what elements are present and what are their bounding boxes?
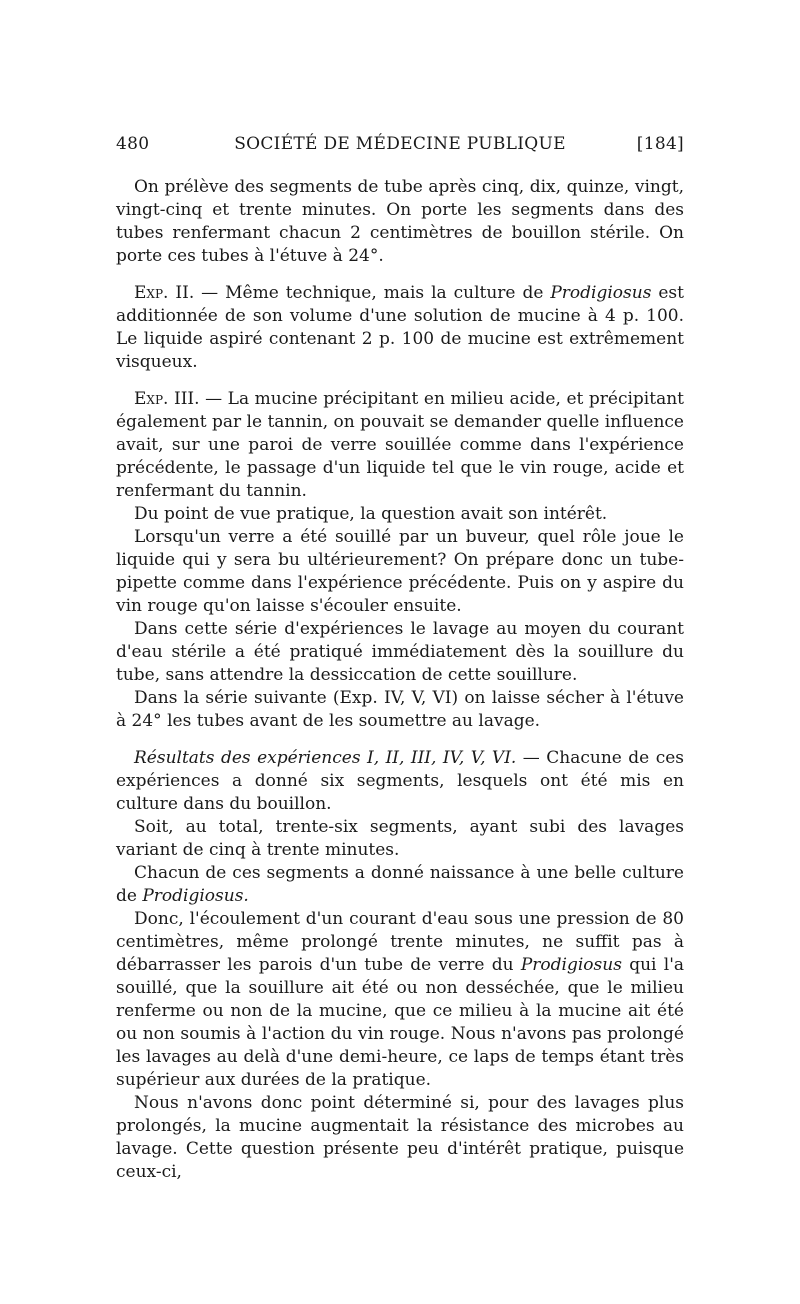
paragraph-exp-3: Exp. III. — La mucine précipitant en milieu acide, et précipitant également par le tannin, on pouvait se demander quelle influence avait, sur une paroi de verre souillée comme dans l'expérience précédente, le passage d'un liquide tel que le vin rouge, acide et renfermant du tannin. — [116, 389, 684, 501]
running-header — [116, 134, 684, 164]
running-title: SOCIÉTÉ DE MÉDECINE PUBLIQUE — [234, 134, 566, 154]
paragraph-4: Du point de vue pratique, la question avait son intérêt. — [134, 504, 608, 524]
paragraph-10: Chacun de ces segments a donné naissance à une belle culture de Prodigiosus. — [116, 863, 684, 906]
results-heading: Résultats des expériences I, II, III, IV, V, VI. — [134, 748, 517, 768]
paragraph-results: Résultats des expériences I, II, III, IV, V, VI. — Chacune de ces expériences a donné six segments, lesquels ont été mis en culture dans du bouillon. — [116, 748, 684, 814]
section-reference: [184] — [636, 134, 684, 154]
paragraph-exp-2: Exp. II. — Même technique, mais la culture de Prodigiosus est additionnée de son volume d'une solution de mucine à 4 p. 100. Le liquide aspiré contenant 2 p. 100 de mucine est extrêmement visqueux. — [116, 283, 684, 372]
body-text — [116, 176, 684, 1184]
paragraph-12: Nous n'avons donc point déterminé si, pour des lavages plus prolongés, la mucine augmentait la résistance des microbes au lavage. Cette question présente peu d'intérêt pratique, puisque ceux-ci, — [116, 1093, 684, 1182]
paragraph-6: Dans cette série d'expériences le lavage au moyen du courant d'eau stérile a été pratiqué immédiatement dès la souillure du tube, sans attendre la dessiccation de cette souillure. — [116, 619, 684, 685]
experiment-label: Exp. III. — [134, 389, 200, 409]
book-page — [116, 134, 684, 1184]
paragraph-9: Soit, au total, trente-six segments, ayant subi des lavages variant de cinq à trente minutes. — [116, 817, 684, 860]
paragraph-5: Lorsqu'un verre a été souillé par un buveur, quel rôle joue le liquide qui y sera bu ultérieurement? On prépare donc un tube-pipette comme dans l'expérience précédente. Puis on y aspire du vin rouge qu'on laisse s'écouler ensuite. — [116, 527, 684, 616]
experiment-label: Exp. II. — [134, 283, 195, 303]
paragraph-1: On prélève des segments de tube après cinq, dix, quinze, vingt, vingt-cinq et trente minutes. On porte les segments dans des tubes renfermant chacun 2 centimètres de bouillon stérile. On porte ces tubes à l'étuve à 24°. — [116, 177, 684, 266]
paragraph-11: Donc, l'écoulement d'un courant d'eau sous une pression de 80 centimètres, même prolongé trente minutes, ne suffit pas à débarrasser les parois d'un tube de verre du Prodigiosus qui l'a souillé, que la souillure ait été ou non desséchée, que le milieu renferme ou non de la mucine, que ce milieu à la mucine ait été ou non soumis à l'action du vin rouge. Nous n'avons pas prolongé les lavages au delà d'une demi-heure, ce laps de temps étant très supérieur aux durées de la pratique. — [116, 909, 684, 1090]
page-number: 480 — [116, 134, 150, 154]
paragraph-7: Dans la série suivante (Exp. IV, V, VI) on laisse sécher à l'étuve à 24° les tubes avant de les soumettre au lavage. — [116, 688, 684, 731]
